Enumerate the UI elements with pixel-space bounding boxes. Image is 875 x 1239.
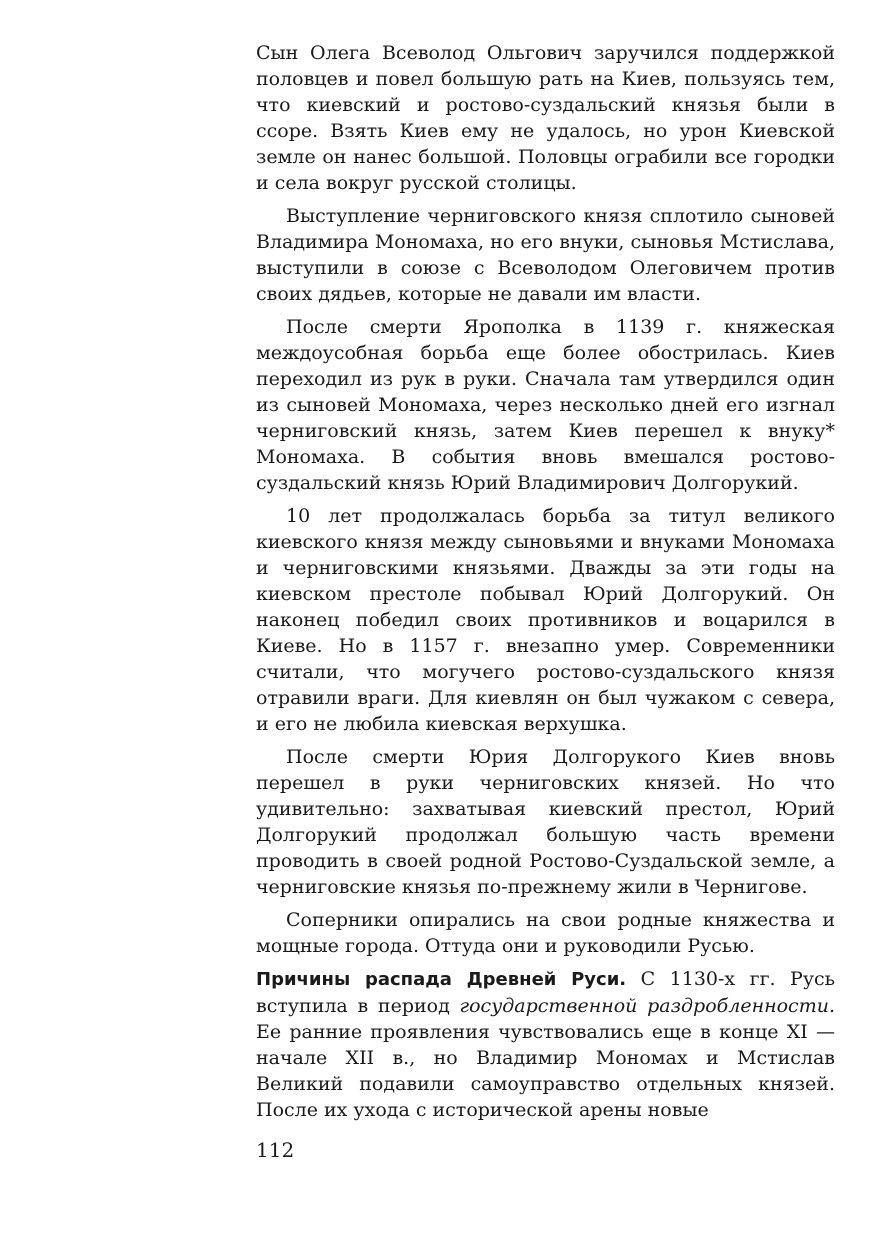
paragraph-4: 10 лет продолжалась борьба за титул великого киевского князя между сыновьями и внуками Мономаха и черниговскими князьями. Дважды за эти годы на киевском престоле побывал Юрий Долгорукий. Он наконец победил своих противников и воцарился в Киеве. Но в 1157 г. внезапно умер. Современники считали, что могучего ростово-суздальского князя отравили враги. Для киевлян он был чужаком с севера, и его не любила киевская верхушка. <box>256 505 835 735</box>
page-number: 112 <box>256 1138 295 1162</box>
section-text-before-emphasis: С 1130-х гг. Русь вступила в период <box>256 968 835 1017</box>
paragraph-3: После смерти Ярополка в 1139 г. княжеская междоусобная борьба еще более обострилась. Киев переходил из рук в руки. Сначала там утвердился один из сыновей Мономаха, через несколько дней его изгнал черниговский князь, затем Киев перешел к внуку* Мономаха. В события вновь вмешался ростово-суздальский князь Юрий Владимирович Долгорукий. <box>256 316 835 494</box>
paragraph-1: Сын Олега Всеволод Ольгович заручился поддержкой половцев и повел большую рать на Киев, пользуясь тем, что киевский и ростово-суздальский князья были в ссоре. Взять Киев ему не удалось, но урон Киевской земле он нанес большой. Половцы ограбили все городки и села вокруг русской столицы. <box>256 42 835 194</box>
section-text-after-emphasis: Ее ранние проявления чувствовались еще в конце XI — начале XII в., но Владимир Мономах и Мстислав Великий подавили самоуправство отдельных князей. После их ухода с исторической арены новые <box>256 1021 835 1121</box>
paragraph-2: Выступление черниговского князя сплотило сыновей Владимира Мономаха, но его внуки, сыновья Мстислава, выступили в союзе с Всеволодом Олеговичем против своих дядьев, которые не давали им власти. <box>256 205 835 305</box>
paragraph-6: Соперники опирались на свои родные княжества и мощные города. Оттуда они и руководили Русью. <box>256 909 835 957</box>
paragraph-5: После смерти Юрия Долгорукого Киев вновь перешел в руки черниговских князей. Но что удивительно: захватывая киевский престол, Юрий Долгорукий продолжал большую часть времени проводить в своей родной Ростово-Суздальской земле, а черниговские князья по-прежнему жили в Чернигове. <box>256 746 835 898</box>
section-heading: Причины распада Древней Руси. <box>256 969 627 990</box>
page-text-column <box>256 40 835 1130</box>
section-paragraph <box>256 966 835 1123</box>
section-emphasis: государственной раздробленности. <box>459 995 835 1017</box>
